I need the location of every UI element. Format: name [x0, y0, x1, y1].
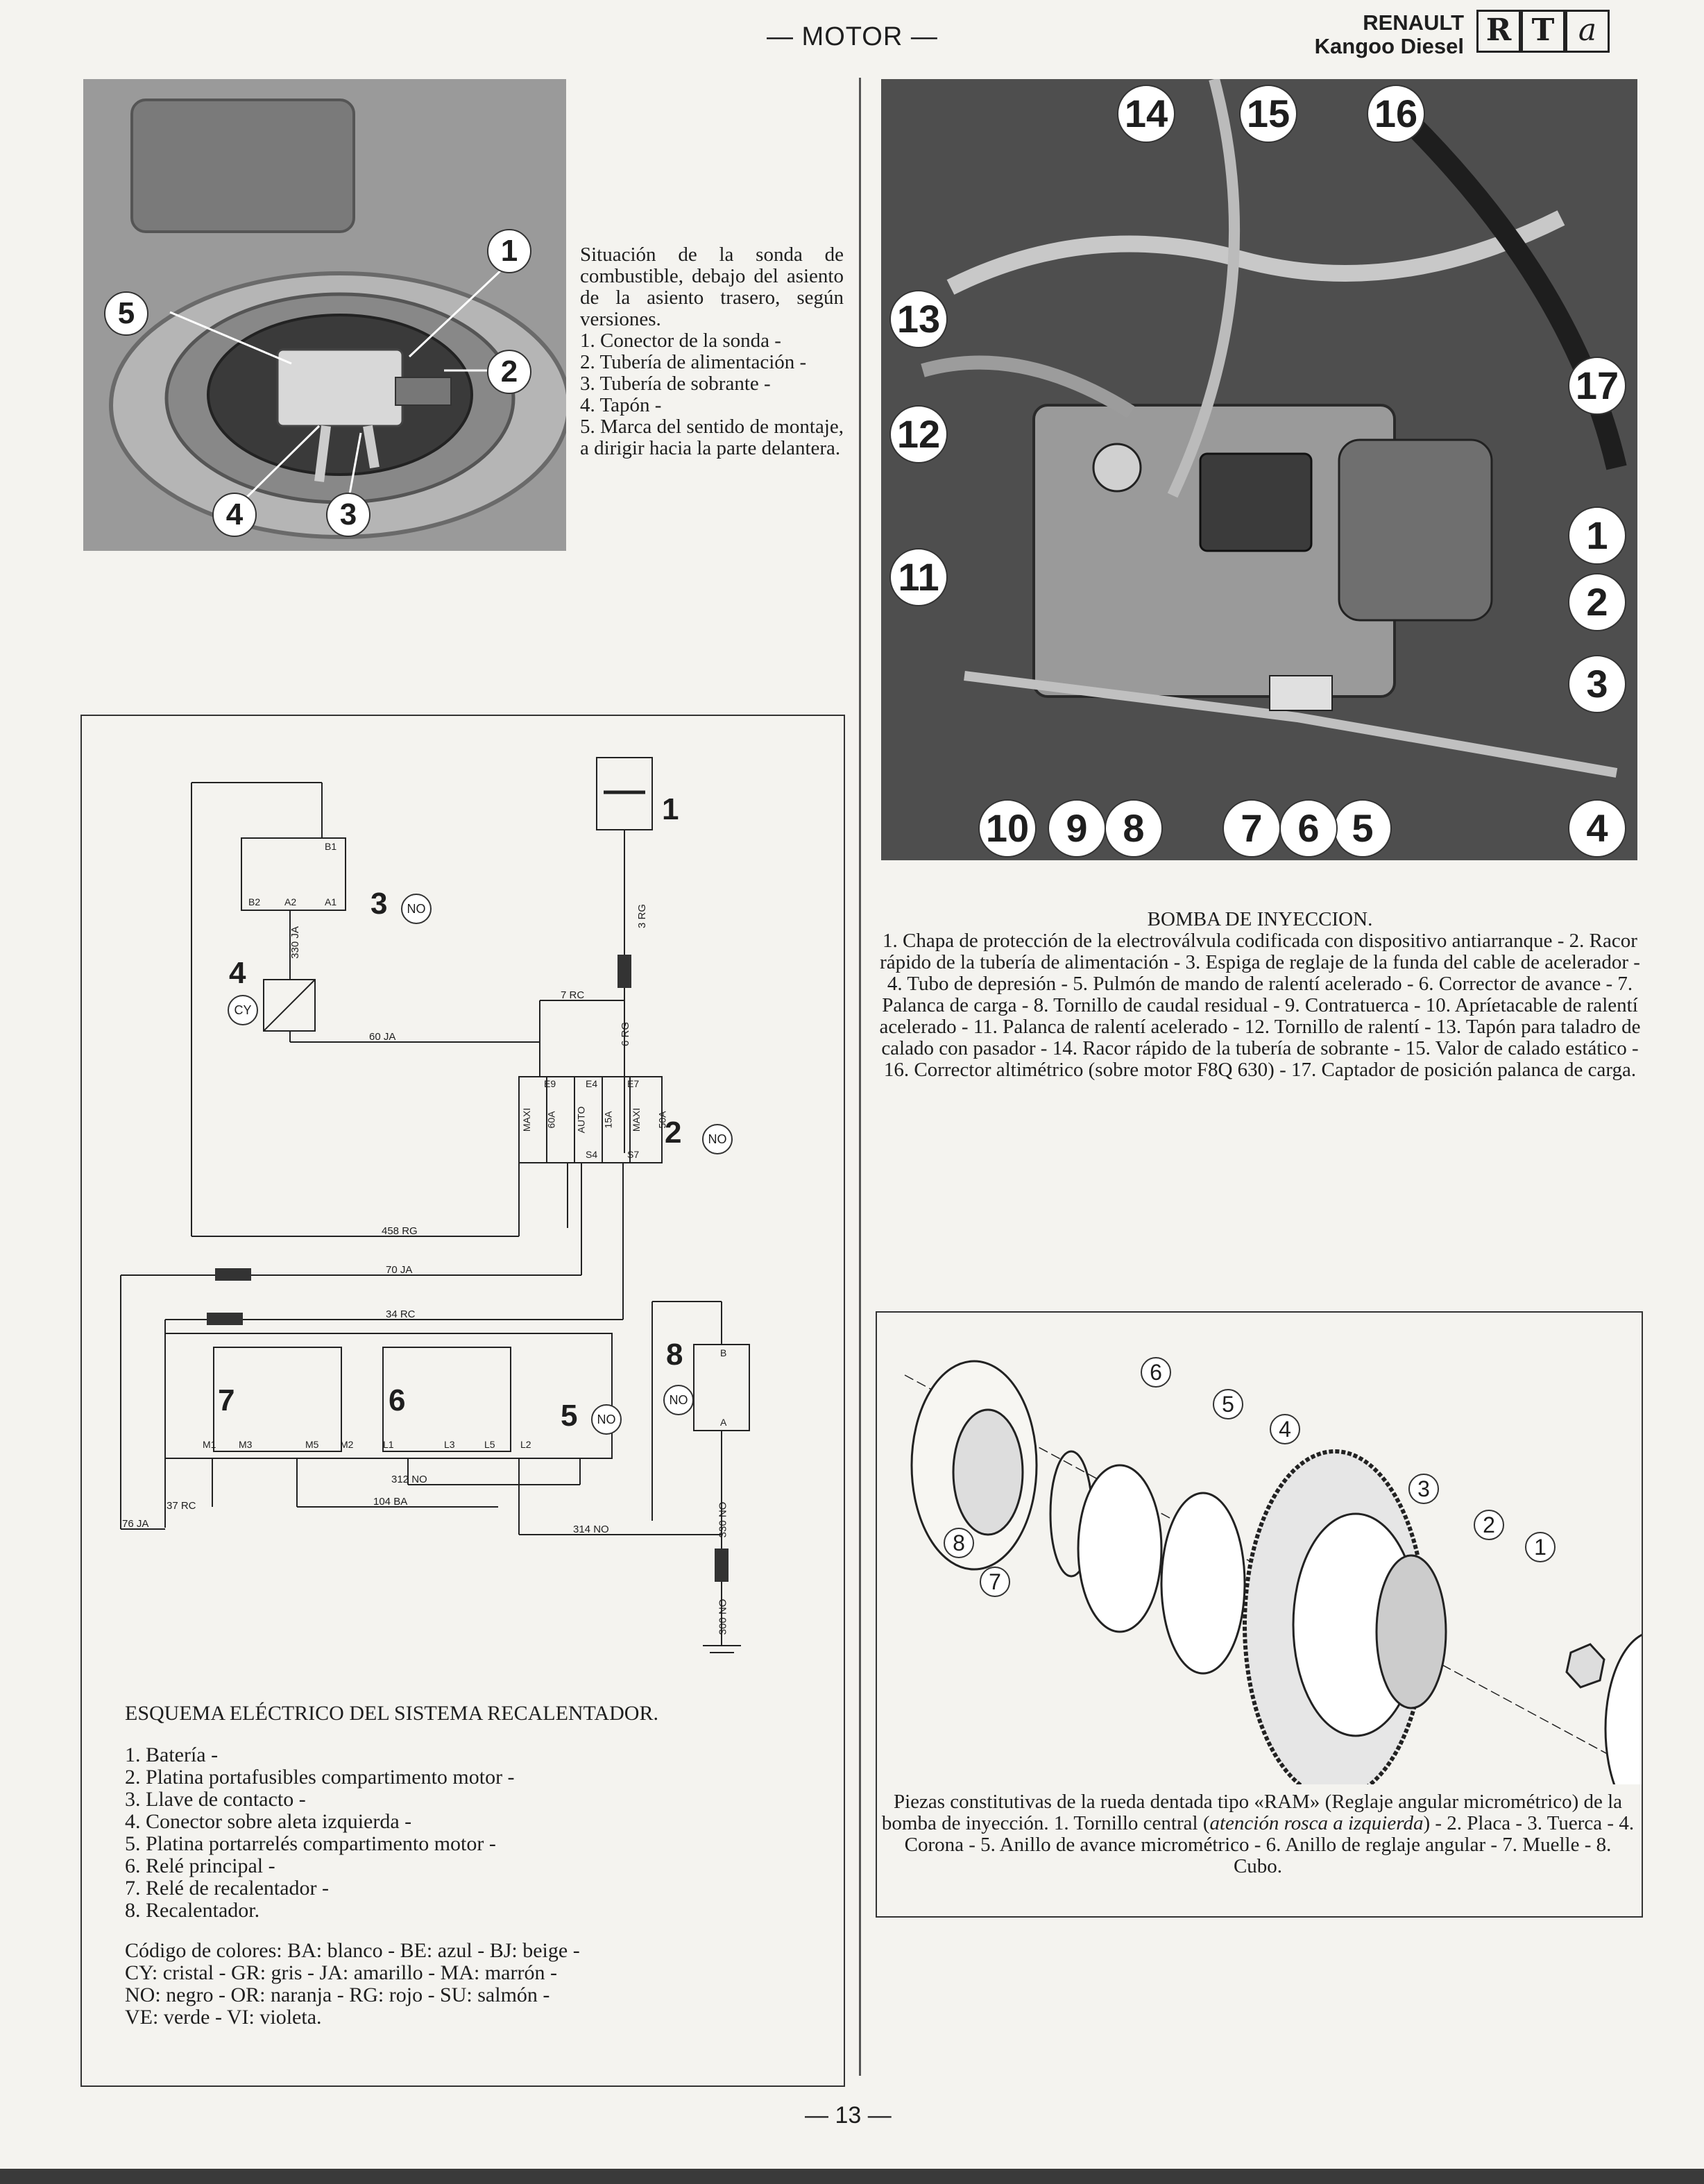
legend-item: 2. Platina portafusibles compartimento motor -	[125, 1766, 515, 1789]
gear-callout-8: 8	[944, 1528, 974, 1558]
callout-2: 2	[1568, 573, 1626, 631]
fuel-sender-item: 1. Conector de la sonda -	[580, 330, 781, 352]
code-badge-5: NO	[591, 1404, 622, 1435]
callout-3: 3	[1568, 655, 1626, 713]
wire-label: 458 RG	[382, 1225, 418, 1237]
wire-label: 60 JA	[369, 1031, 396, 1043]
wire-label: 7 RC	[561, 989, 585, 1001]
component-label-4: 4	[229, 956, 246, 990]
gear-caption	[880, 1791, 1636, 1877]
callout-6: 6	[1279, 799, 1338, 858]
legend-item: 7. Relé de recalentador -	[125, 1877, 330, 1900]
component-label-1: 1	[662, 792, 679, 826]
legend-item: 4. Conector sobre aleta izquierda -	[125, 1810, 412, 1833]
wiring-diagram-frame	[80, 715, 845, 2087]
pin-label: S4	[586, 1149, 598, 1160]
fuse-label: MAXI	[631, 1107, 642, 1132]
pin-label: E9	[544, 1078, 556, 1089]
pin-label: L2	[520, 1439, 531, 1450]
callout-11: 11	[889, 548, 948, 606]
component-label-5: 5	[561, 1399, 578, 1433]
pin-label: L5	[484, 1439, 495, 1450]
fuel-sender-item: 2. Tubería de alimentación -	[580, 351, 807, 373]
logo-letter-t: T	[1521, 10, 1565, 53]
component-label-6: 6	[389, 1383, 406, 1417]
pin-label: E7	[627, 1078, 640, 1089]
pump-caption	[878, 909, 1642, 1081]
pin-label: B2	[248, 896, 261, 907]
logo-letter-r: R	[1476, 10, 1521, 53]
fuel-sender-item: 5. Marca del sentido de montaje, a dirigir hacia la parte delantera.	[580, 416, 844, 459]
code-badge-2: NO	[702, 1124, 733, 1154]
wire-label: 37 RC	[167, 1500, 196, 1512]
component-label-8: 8	[666, 1338, 683, 1372]
fuel-sender-illustration	[83, 79, 566, 551]
pin-label: A1	[325, 896, 337, 907]
legend-item: 5. Platina portarrelés compartimento motor -	[125, 1832, 496, 1855]
legend-item: 3. Llave de contacto -	[125, 1788, 306, 1811]
pin-label: B	[720, 1347, 727, 1358]
pin-label: M3	[239, 1439, 253, 1450]
fuse-label: AUTO	[575, 1106, 587, 1134]
callout-2: 2	[487, 350, 531, 394]
logo-letter-a: a	[1565, 10, 1610, 53]
pin-label: S7	[627, 1149, 640, 1160]
fuse-label: MAXI	[521, 1107, 533, 1132]
callout-1: 1	[487, 229, 531, 273]
pin-label: B1	[325, 841, 337, 852]
wiring-legend	[125, 1703, 819, 2029]
component-label-7: 7	[218, 1383, 235, 1417]
fuse-label: 50A	[656, 1111, 668, 1129]
gear-callout-4: 4	[1270, 1414, 1300, 1444]
fuse-label: 15A	[602, 1111, 614, 1129]
wire-label: 300 NO	[717, 1598, 729, 1635]
callout-4: 4	[212, 493, 257, 537]
pin-label: E4	[586, 1078, 598, 1089]
callout-13: 13	[889, 290, 948, 348]
callout-14: 14	[1117, 85, 1175, 143]
gear-callout-5: 5	[1213, 1389, 1243, 1419]
callout-16: 16	[1367, 85, 1425, 143]
pin-label: L1	[383, 1439, 394, 1450]
wire-label: 70 JA	[386, 1264, 413, 1276]
callout-1: 1	[1568, 506, 1626, 565]
section-title: — MOTOR —	[767, 22, 938, 51]
gear-callout-3: 3	[1408, 1474, 1439, 1504]
callout-15: 15	[1239, 85, 1297, 143]
code-badge-4: CY	[228, 995, 258, 1025]
brand-block	[1290, 11, 1464, 58]
fuse-label: 60A	[545, 1111, 557, 1129]
pump-caption-text: 1. Chapa de protección de la electroválvula codificada con dispositivo antiarranque - 2. Racor rápido de la tubería de alimentación - 3. Espiga de reglaje de la funda del cable de acelerador - 4. Tubo de depresión - 5. Pulmón de mando de ralentí acelerado - 6. Corrector de avance - 7. Palanca de carga - 8. Tornillo de caudal residual - 9. Contratuerca - 10. Apríetacable de ralentí acelerado - 11. Palanca de ralentí acelerado - 12. Tornillo de ralentí - 13. Tapón para taladro de calado con pasador - 14. Racor rápido de la tubería de sobrante - 15. Valor de calado estático - 16. Corrector altimétrico (sobre motor F8Q 630) - 17. Captador de posición palanca de carga.	[879, 930, 1641, 1081]
wire-label: 3 RG	[636, 903, 649, 929]
scan-edge	[0, 2169, 1704, 2184]
legend-item: 8. Recalentador.	[125, 1899, 260, 1922]
pin-label: M5	[305, 1439, 319, 1450]
model-name: Kangoo Diesel	[1314, 34, 1464, 58]
wire-label: 6 RG	[620, 1021, 632, 1047]
callout-12: 12	[889, 405, 948, 463]
fuel-sender-item: 4. Tapón -	[580, 394, 662, 416]
fuel-sender-caption	[580, 244, 844, 459]
callout-5: 5	[104, 291, 148, 336]
component-label-3: 3	[370, 887, 388, 921]
wire-label: 312 NO	[391, 1474, 427, 1485]
page-number: — 13 —	[805, 2102, 892, 2128]
gear-callout-6: 6	[1141, 1357, 1171, 1388]
legend-item: 6. Relé principal -	[125, 1854, 275, 1877]
wire-label: 330 NO	[717, 1501, 729, 1538]
fuel-sender-photo	[83, 79, 566, 551]
wire-label: 314 NO	[573, 1524, 609, 1535]
wiring-schematic	[82, 716, 844, 1673]
gear-callout-2: 2	[1474, 1510, 1504, 1540]
callout-9: 9	[1048, 799, 1106, 858]
callout-8: 8	[1105, 799, 1163, 858]
gear-diagram-frame	[876, 1311, 1643, 1918]
wire-label: 76 JA	[122, 1518, 149, 1530]
callout-10: 10	[978, 799, 1037, 858]
wire-label: 330 JA	[289, 926, 301, 959]
gear-caption-end: ) - 2. Placa - 3. Tuerca - 4. Corona - 5. Anillo de avance micrométrico - 6. Anillo de reglaje angular - 7. Muelle - 8. Cubo.	[904, 1812, 1635, 1877]
gear-callout-7: 7	[980, 1567, 1010, 1597]
fuel-sender-item: 3. Tubería de sobrante -	[580, 373, 771, 395]
pump-caption-title: BOMBA DE INYECCION.	[1147, 908, 1373, 930]
column-divider	[859, 78, 861, 2076]
pin-label: A	[720, 1417, 727, 1428]
pin-label: M1	[203, 1439, 216, 1450]
wiring-title: ESQUEMA ELÉCTRICO DEL SISTEMA RECALENTADOR.	[125, 1702, 658, 1725]
legend-item: 1. Batería -	[125, 1743, 219, 1766]
callout-7: 7	[1222, 799, 1281, 858]
callout-17: 17	[1568, 357, 1626, 415]
code-badge-8: NO	[663, 1385, 694, 1415]
injection-pump-photo	[881, 79, 1637, 860]
callout-3: 3	[326, 493, 370, 537]
pin-label: M2	[340, 1439, 354, 1450]
gear-caption-start: Piezas constitutivas de la rueda dentada tipo «RAM» (Reglaje angular micrométrico) de la bomba de inyección. 1. Tornillo central (	[881, 1791, 1623, 1834]
callout-5: 5	[1334, 799, 1392, 858]
fuel-sender-caption-text: Situación de la sonda de combustible, debajo del asiento de la asiento trasero, según versiones.	[580, 244, 844, 330]
gear-caption-italic: atención rosca a izquierda	[1209, 1812, 1424, 1834]
pin-label: L3	[444, 1439, 455, 1450]
wire-label: 34 RC	[386, 1308, 416, 1320]
wire-label: 104 BA	[373, 1496, 408, 1508]
gear-callout-1: 1	[1525, 1532, 1556, 1562]
brand-name: RENAULT	[1363, 10, 1464, 35]
component-label-2: 2	[665, 1116, 682, 1150]
code-badge-3: NO	[401, 894, 432, 924]
pump-illustration	[881, 79, 1637, 860]
callout-4: 4	[1568, 799, 1626, 858]
color-codes: Código de colores: BA: blanco - BE: azul - BJ: beige - CY: cristal - GR: gris - JA: amarillo - MA: marrón - NO: negro - OR: naranja - RG: rojo - SU: salmón - VE: verde - VI: violeta.	[125, 1939, 580, 2029]
pin-label: A2	[284, 896, 297, 907]
